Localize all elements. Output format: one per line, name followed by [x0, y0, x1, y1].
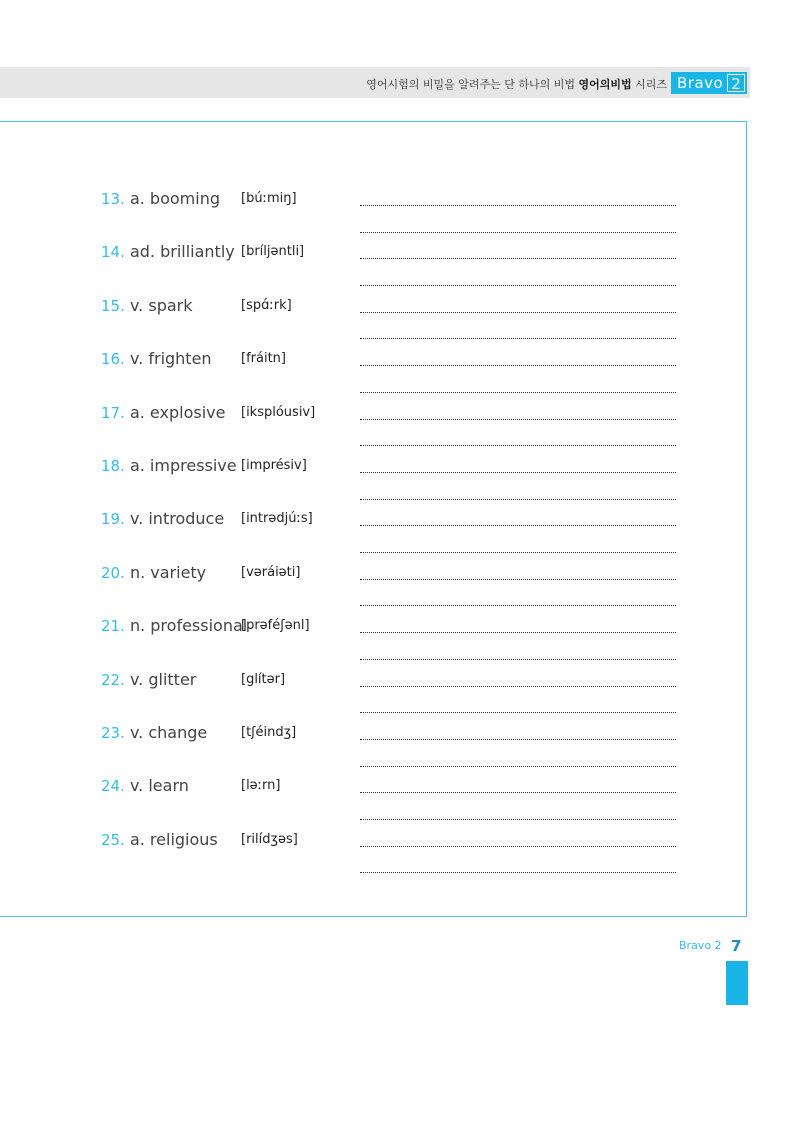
entry-phonetic: [intrədjúːs] — [241, 511, 313, 526]
entry-word: v. introduce — [129, 509, 225, 528]
entry-number: 16. — [101, 350, 125, 368]
entry-word: a. booming — [129, 189, 220, 208]
writing-line[interactable] — [360, 365, 676, 366]
writing-line[interactable] — [360, 739, 676, 740]
entry-heading — [101, 616, 247, 635]
entry-word: v. frighten — [129, 349, 212, 368]
entry-heading — [101, 296, 193, 315]
writing-line[interactable] — [360, 525, 676, 526]
entry-heading — [101, 189, 220, 208]
entry-word: ad. brilliantly — [129, 242, 235, 261]
entry-heading — [101, 349, 212, 368]
entry-heading — [101, 670, 196, 689]
entry-word: v. change — [129, 723, 208, 742]
entry-heading — [101, 509, 224, 528]
writing-line[interactable] — [360, 605, 676, 606]
writing-line[interactable] — [360, 285, 676, 286]
writing-line[interactable] — [360, 499, 676, 500]
entry-heading — [101, 723, 207, 742]
entry-number: 13. — [101, 190, 125, 208]
writing-line[interactable] — [360, 232, 676, 233]
writing-line[interactable] — [360, 819, 676, 820]
entry-phonetic: [búːmiŋ] — [241, 191, 297, 206]
brand-logo — [671, 72, 747, 94]
writing-line[interactable] — [360, 552, 676, 553]
footer-brand: Bravo 2 — [679, 939, 722, 952]
writing-line[interactable] — [360, 472, 676, 473]
entry-word: a. religious — [129, 830, 218, 849]
brand-number: 2 — [727, 74, 745, 92]
entry-number: 17. — [101, 404, 125, 422]
entry-number: 22. — [101, 671, 125, 689]
entry-word: n. professional — [129, 616, 248, 635]
writing-line[interactable] — [360, 686, 676, 687]
entry-number: 23. — [101, 724, 125, 742]
brand-name: Bravo — [677, 74, 724, 92]
entry-word: v. glitter — [129, 670, 197, 689]
entry-number: 24. — [101, 777, 125, 795]
entry-heading — [101, 242, 235, 261]
entry-heading — [101, 403, 225, 422]
entry-heading — [101, 776, 189, 795]
entry-phonetic: [rilídʒəs] — [241, 832, 298, 847]
tagline-prefix: 영어시험의 비밀을 알려주는 단 하나의 비법 — [366, 78, 575, 91]
page-number: 7 — [731, 937, 742, 955]
entry-number: 19. — [101, 510, 125, 528]
writing-line[interactable] — [360, 205, 676, 206]
entry-number: 15. — [101, 297, 125, 315]
writing-line[interactable] — [360, 632, 676, 633]
writing-line[interactable] — [360, 712, 676, 713]
writing-line[interactable] — [360, 419, 676, 420]
entry-number: 25. — [101, 831, 125, 849]
entry-phonetic: [fráitn] — [241, 351, 286, 366]
entry-number: 14. — [101, 243, 125, 261]
entry-word: a. impressive — [129, 456, 237, 475]
writing-line[interactable] — [360, 445, 676, 446]
entry-number: 21. — [101, 617, 125, 635]
entry-number: 18. — [101, 457, 125, 475]
entry-phonetic: [glítər] — [241, 672, 286, 687]
tagline-bold: 영어의비법 — [578, 78, 632, 91]
entry-word: v. learn — [129, 776, 189, 795]
series-tagline — [366, 76, 667, 92]
writing-line[interactable] — [360, 258, 676, 259]
entry-phonetic: [ləːrn] — [241, 778, 281, 793]
writing-line[interactable] — [360, 766, 676, 767]
entry-word: n. variety — [129, 563, 207, 582]
entry-phonetic: [prəféʃənl] — [241, 618, 310, 633]
entry-heading — [101, 456, 237, 475]
entry-phonetic: [iksplóusiv] — [241, 405, 316, 420]
page-tab-marker — [726, 961, 748, 1005]
entry-phonetic: [bríljəntli] — [241, 244, 305, 259]
entry-heading — [101, 830, 218, 849]
entry-phonetic: [tʃéindʒ] — [241, 725, 297, 740]
writing-line[interactable] — [360, 579, 676, 580]
writing-line[interactable] — [360, 846, 676, 847]
entry-phonetic: [imprésiv] — [241, 458, 307, 473]
entry-number: 20. — [101, 564, 125, 582]
entry-phonetic: [spɑ́ːrk] — [241, 298, 292, 313]
entry-word: v. spark — [129, 296, 193, 315]
tagline-suffix: 시리즈 — [635, 78, 667, 91]
writing-line[interactable] — [360, 392, 676, 393]
entry-word: a. explosive — [129, 403, 226, 422]
writing-line[interactable] — [360, 338, 676, 339]
writing-line[interactable] — [360, 659, 676, 660]
writing-line[interactable] — [360, 872, 676, 873]
entry-phonetic: [vəráiəti] — [241, 565, 301, 580]
entry-heading — [101, 563, 206, 582]
writing-line[interactable] — [360, 312, 676, 313]
writing-line[interactable] — [360, 792, 676, 793]
